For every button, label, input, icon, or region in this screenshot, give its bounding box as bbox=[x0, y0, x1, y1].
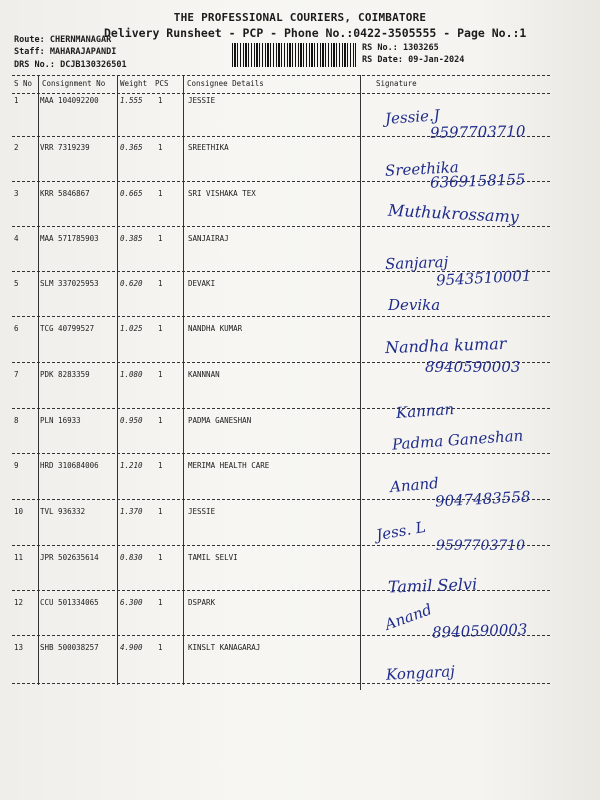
staff-label: Staff: bbox=[14, 47, 45, 57]
row-divider bbox=[12, 316, 550, 317]
signature-name: Nandha kumar bbox=[384, 333, 507, 358]
header-bottom-rule bbox=[12, 93, 550, 94]
cell-weight: 0.365 bbox=[120, 143, 143, 152]
cell-consignee: SREETHIKA bbox=[188, 143, 229, 152]
signature-name: Anand bbox=[382, 600, 435, 634]
cell-sno: 7 bbox=[14, 370, 19, 379]
cell-consignee: JESSIE bbox=[188, 507, 216, 516]
cell-consignee: KANNNAN bbox=[188, 370, 220, 379]
cell-consignee: KINSLT KANAGARAJ bbox=[188, 643, 261, 652]
cell-sno: 1 bbox=[14, 96, 19, 105]
row-divider bbox=[12, 683, 550, 684]
cell-sno: 4 bbox=[14, 234, 19, 243]
col-divider bbox=[183, 75, 184, 685]
signature-name: Kongaraj bbox=[385, 662, 456, 684]
cell-pcs: 1 bbox=[158, 643, 163, 652]
cell-consignment: SLM 337025953 bbox=[40, 279, 99, 288]
cell-consignment: PDK 8283359 bbox=[40, 370, 90, 379]
cell-consignee: PADMA GANESHAN bbox=[188, 416, 252, 425]
cell-consignment: HRD 310684006 bbox=[40, 461, 99, 470]
cell-weight: 0.385 bbox=[120, 234, 143, 243]
col-weight: Weight bbox=[120, 79, 148, 88]
signature-phone: 9597703710 bbox=[429, 122, 526, 142]
cell-sno: 10 bbox=[14, 507, 24, 516]
rs-no-value: 1303265 bbox=[402, 43, 439, 53]
cell-pcs: 1 bbox=[158, 553, 163, 562]
signature-name: Sanjaraj bbox=[384, 252, 449, 274]
cell-consignment: KRR 5846867 bbox=[40, 189, 90, 198]
row-divider bbox=[12, 226, 550, 227]
cell-pcs: 1 bbox=[158, 416, 163, 425]
row-divider bbox=[12, 453, 550, 454]
cell-sno: 2 bbox=[14, 143, 19, 152]
signature-name: Muthukrossamy bbox=[387, 200, 520, 227]
signature-phone: 9597703710 bbox=[436, 538, 526, 554]
cell-consignment: SHB 500038257 bbox=[40, 643, 99, 652]
cell-pcs: 1 bbox=[158, 96, 163, 105]
col-pcs: PCS bbox=[155, 79, 169, 88]
cell-weight: 4.900 bbox=[120, 643, 143, 652]
cell-pcs: 1 bbox=[158, 598, 163, 607]
cell-consignment: MAA 104092200 bbox=[40, 96, 99, 105]
signature-phone: 8940590003 bbox=[425, 358, 521, 376]
cell-consignment: PLN 16933 bbox=[40, 416, 81, 425]
col-consignee: Consignee Details bbox=[187, 79, 264, 88]
cell-consignee: SRI VISHAKA TEX bbox=[188, 189, 256, 198]
barcode bbox=[232, 43, 356, 67]
drs-line bbox=[14, 60, 127, 70]
rs-date-value: 09-Jan-2024 bbox=[408, 55, 465, 65]
signature-phone: 9543510001 bbox=[435, 266, 532, 290]
signature-phone: 8940590003 bbox=[431, 620, 528, 642]
runsheet-title: Delivery Runsheet - PCP - Phone No.:0422-3505555 - Page No.:1 bbox=[104, 26, 527, 40]
cell-weight: 1.555 bbox=[120, 96, 143, 105]
signature-name: Jessie.J bbox=[384, 106, 441, 128]
signature-name: Sreethika bbox=[384, 158, 460, 180]
row-divider bbox=[12, 408, 550, 409]
route-line bbox=[14, 35, 111, 45]
signature-phone: 6369158155 bbox=[429, 170, 526, 192]
cell-weight: 6.300 bbox=[120, 598, 143, 607]
cell-weight: 0.620 bbox=[120, 279, 143, 288]
cell-weight: 1.370 bbox=[120, 507, 143, 516]
company-title: THE PROFESSIONAL COURIERS, COIMBATORE bbox=[173, 11, 427, 24]
cell-pcs: 1 bbox=[158, 370, 163, 379]
cell-pcs: 1 bbox=[158, 324, 163, 333]
drs-label: DRS No.: bbox=[14, 60, 55, 70]
cell-pcs: 1 bbox=[158, 143, 163, 152]
rs-no-label: RS No.: bbox=[362, 43, 398, 53]
cell-sno: 8 bbox=[14, 416, 19, 425]
route-value: CHERNMANAGAR bbox=[49, 35, 112, 45]
cell-consignment: JPR 502635614 bbox=[40, 553, 99, 562]
cell-pcs: 1 bbox=[158, 234, 163, 243]
staff-line bbox=[14, 47, 116, 57]
cell-consignee: DSPARK bbox=[188, 598, 216, 607]
cell-weight: 0.950 bbox=[120, 416, 143, 425]
cell-consignment: TCG 40799527 bbox=[40, 324, 95, 333]
signature-name: Devika bbox=[388, 296, 441, 314]
col-signature: Signature bbox=[376, 79, 417, 88]
signature-name: Tamil Selvi bbox=[387, 574, 478, 597]
cell-consignment: CCU 501334065 bbox=[40, 598, 99, 607]
rs-date-label: RS Date: bbox=[362, 55, 403, 65]
cell-consignee: SANJAIRAJ bbox=[188, 234, 229, 243]
cell-consignee: JESSIE bbox=[188, 96, 216, 105]
rs-date-line bbox=[362, 55, 464, 65]
rs-no-line bbox=[362, 43, 439, 53]
col-divider bbox=[38, 75, 39, 685]
signature-name: Kannan bbox=[395, 399, 455, 423]
cell-pcs: 1 bbox=[158, 189, 163, 198]
col-divider bbox=[360, 75, 361, 690]
drs-value: DCJB130326501 bbox=[60, 60, 127, 70]
cell-consignee: MERIMA HEALTH CARE bbox=[188, 461, 270, 470]
cell-weight: 0.830 bbox=[120, 553, 143, 562]
cell-sno: 12 bbox=[14, 598, 24, 607]
cell-weight: 1.025 bbox=[120, 324, 143, 333]
col-divider bbox=[117, 75, 118, 685]
cell-sno: 11 bbox=[14, 553, 24, 562]
cell-sno: 3 bbox=[14, 189, 19, 198]
cell-weight: 1.210 bbox=[120, 461, 143, 470]
cell-consignment: MAA 571785903 bbox=[40, 234, 99, 243]
cell-pcs: 1 bbox=[158, 507, 163, 516]
col-sno: S No bbox=[14, 79, 33, 88]
cell-consignee: NANDHA KUMAR bbox=[188, 324, 243, 333]
cell-weight: 1.080 bbox=[120, 370, 143, 379]
signature-name: Jess. L bbox=[374, 517, 427, 545]
cell-consignment: VRR 7319239 bbox=[40, 143, 90, 152]
col-consignment: Consignment No bbox=[42, 79, 106, 88]
signature-name: Anand bbox=[389, 473, 440, 497]
cell-consignee: TAMIL SELVI bbox=[188, 553, 238, 562]
signature-phone: 9047483558 bbox=[434, 487, 531, 511]
cell-consignment: TVL 936332 bbox=[40, 507, 86, 516]
cell-sno: 13 bbox=[14, 643, 24, 652]
signature-phone: Padma Ganeshan bbox=[391, 426, 524, 454]
cell-consignee: DEVAKI bbox=[188, 279, 216, 288]
cell-pcs: 1 bbox=[158, 461, 163, 470]
cell-weight: 0.665 bbox=[120, 189, 143, 198]
cell-sno: 5 bbox=[14, 279, 19, 288]
cell-sno: 6 bbox=[14, 324, 19, 333]
table-top-rule bbox=[12, 75, 550, 76]
cell-sno: 9 bbox=[14, 461, 19, 470]
staff-value: MAHARAJAPANDI bbox=[49, 47, 117, 57]
route-label: Route: bbox=[14, 35, 45, 45]
cell-pcs: 1 bbox=[158, 279, 163, 288]
